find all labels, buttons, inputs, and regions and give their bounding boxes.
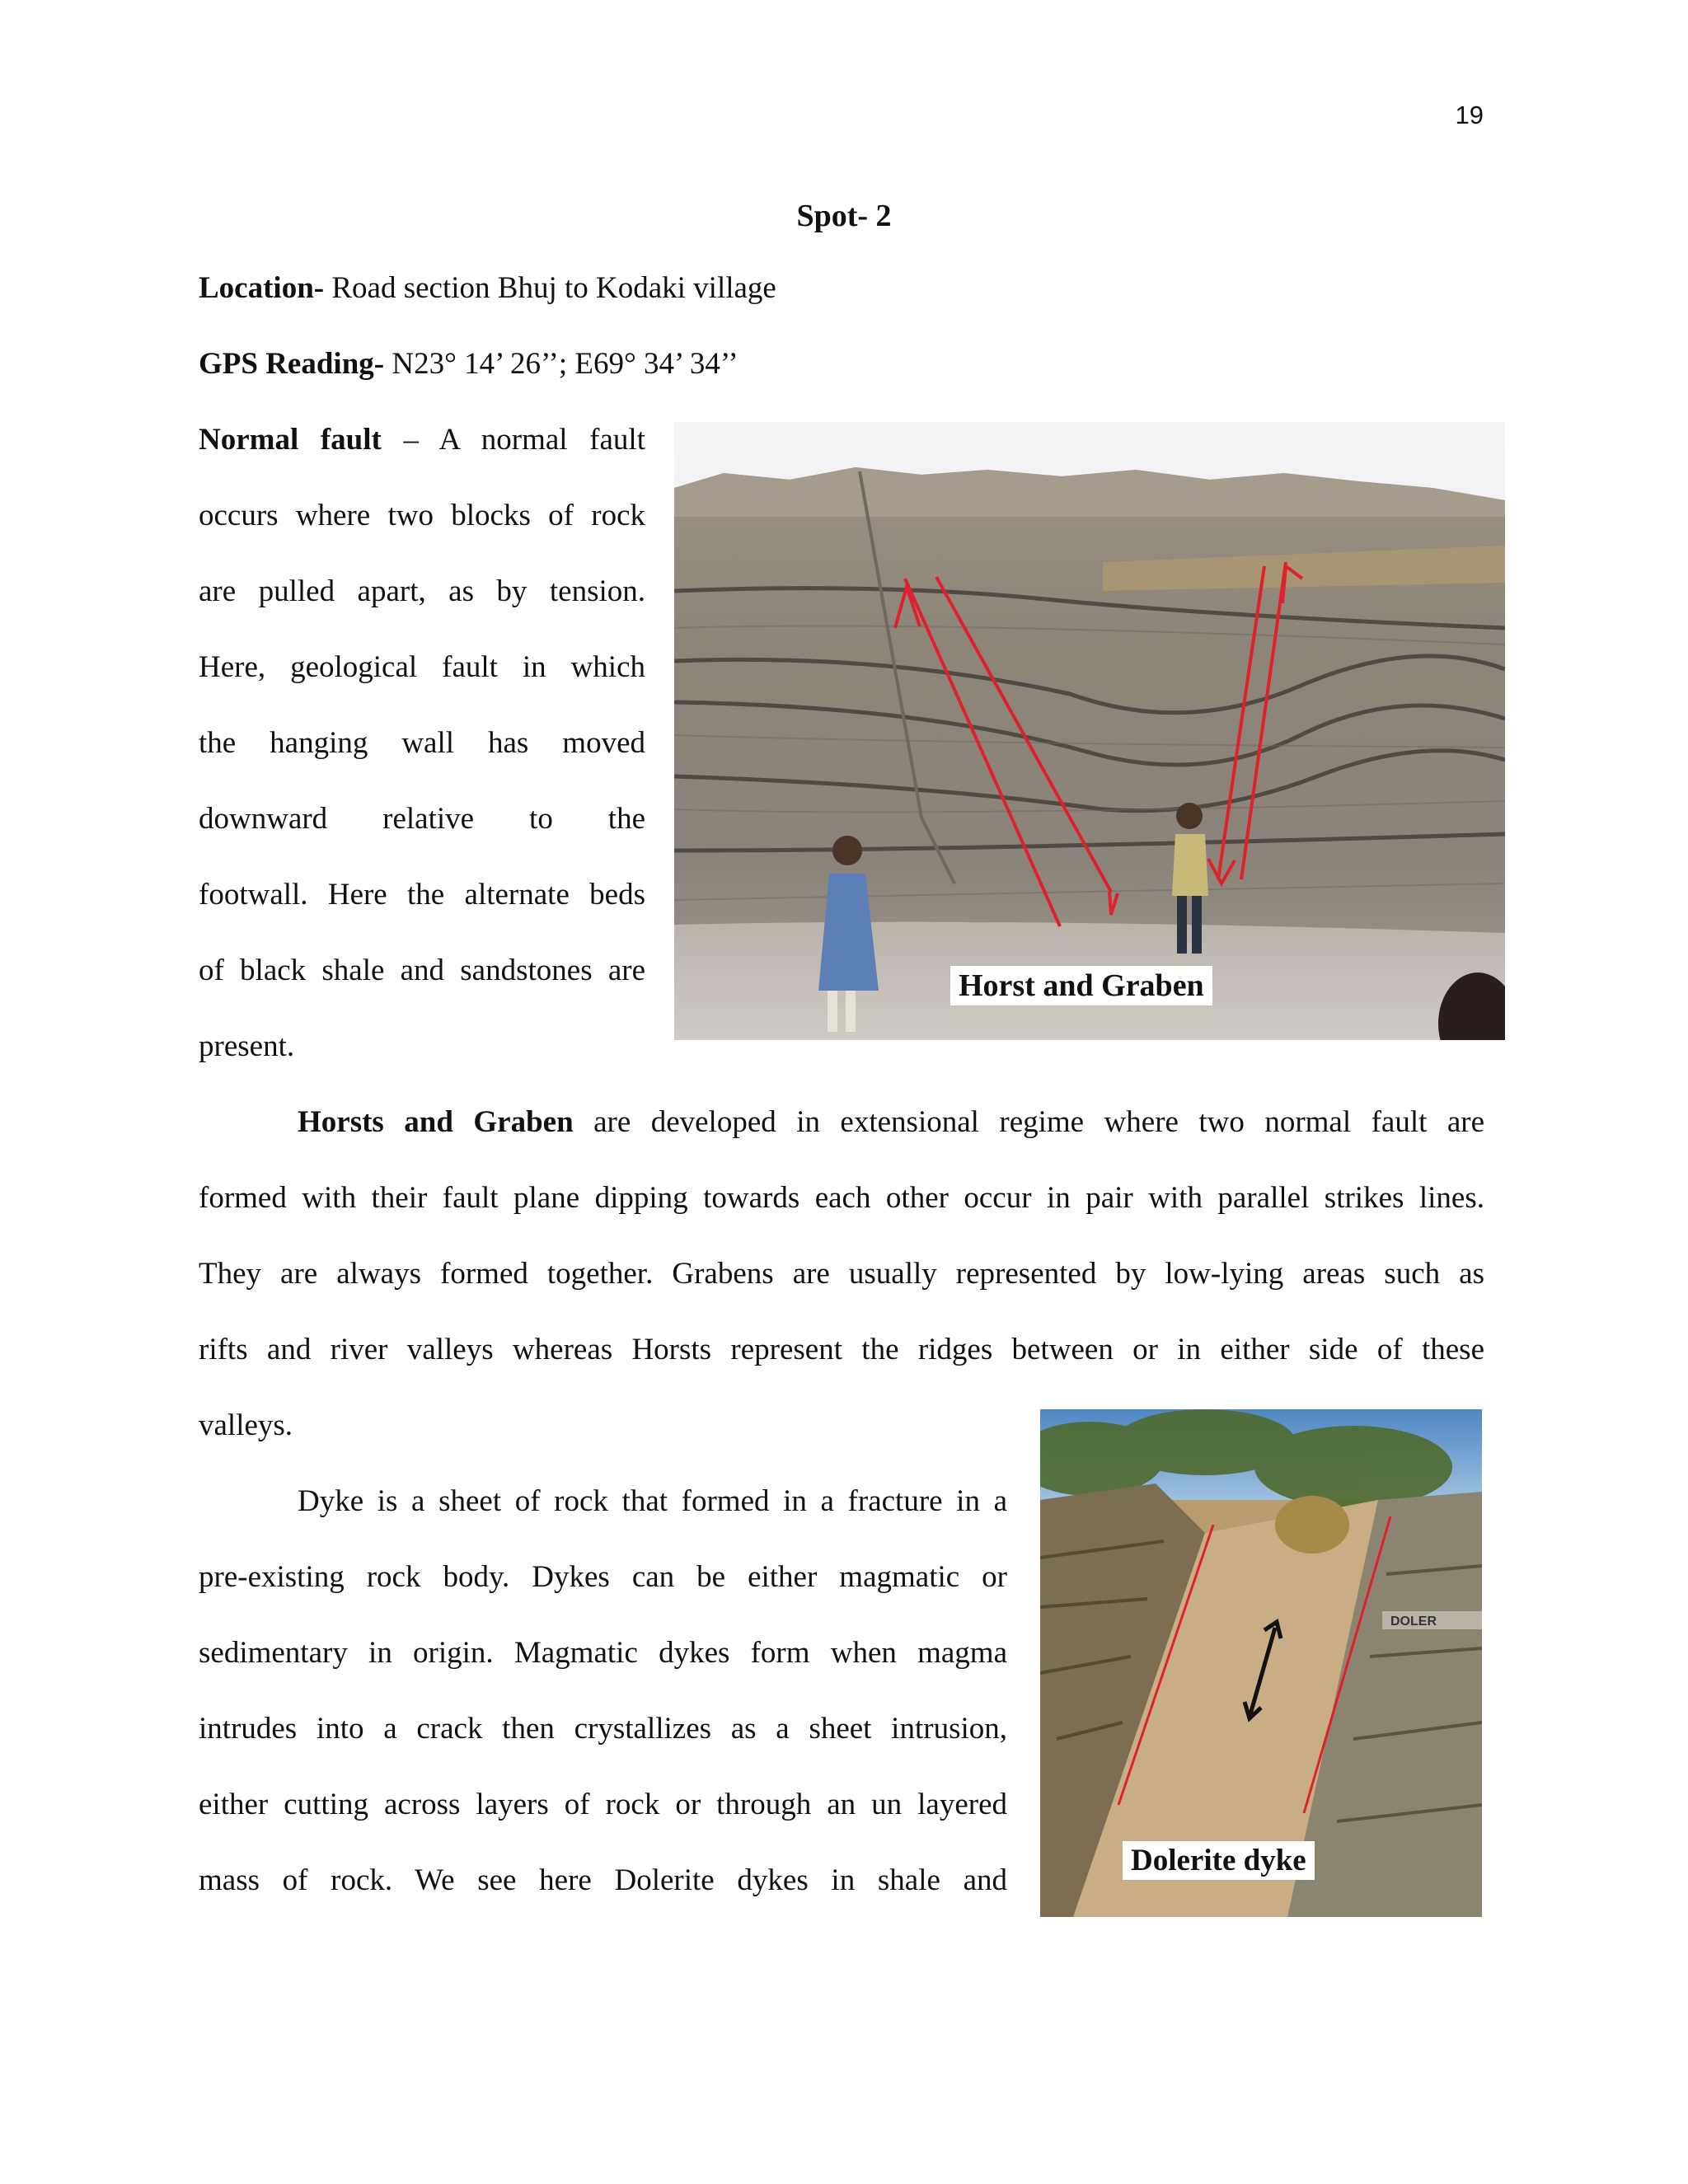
dolerite-dyke-caption: Dolerite dyke: [1123, 1841, 1315, 1880]
dyke-sign-text: DOLER: [1390, 1615, 1437, 1629]
horst-graben-caption: Horst and Graben: [950, 966, 1212, 1005]
gps-value: N23° 14’ 26’’; E69° 34’ 34’’: [392, 347, 738, 381]
normal-fault-term: Normal fault: [199, 423, 382, 457]
dyke-line-2: pre-existing rock body. Dykes can be either magmatic or: [199, 1560, 1007, 1594]
horst-graben-line-4: rifts and river valleys whereas Horsts represent the ridges between or in either side of these: [199, 1333, 1484, 1366]
page-title: Spot- 2: [796, 199, 892, 233]
normal-fault-line-3: are pulled apart, as by tension.: [199, 574, 645, 608]
horst-graben-term: Horsts and Graben: [298, 1105, 574, 1139]
normal-fault-line-5: the hanging wall has moved: [199, 726, 645, 760]
dyke-line-6: mass of rock. We see here Dolerite dykes in shale and: [199, 1863, 1007, 1897]
normal-fault-line-6: downward relative to the: [199, 802, 645, 836]
horst-graben-line-2: formed with their fault plane dipping towards each other occur in pair with parallel strikes lines.: [199, 1181, 1484, 1215]
location-label: Location-: [199, 271, 325, 305]
page-number: 19: [1455, 101, 1484, 129]
horst-graben-illustration: [674, 422, 1505, 1040]
gps-line: [199, 346, 738, 382]
normal-fault-line-4: Here, geological fault in which: [199, 650, 645, 684]
normal-fault-line-8: of black shale and sandstones are: [199, 954, 645, 987]
dyke-line-1: Dyke is a sheet of rock that formed in a fracture in a: [298, 1484, 1007, 1518]
horst-graben-line-1: [199, 1104, 1484, 1140]
location-line: [199, 270, 776, 306]
horst-graben-text: are developed in extensional regime where two normal fault are: [573, 1105, 1484, 1139]
normal-fault-line-7: footwall. Here the alternate beds: [199, 878, 645, 912]
gps-label: GPS Reading-: [199, 347, 385, 381]
normal-fault-text: – A normal fault: [381, 423, 645, 457]
normal-fault-line-1: [199, 422, 645, 457]
normal-fault-line-9: present.: [199, 1029, 295, 1063]
dolerite-dyke-photo: [1040, 1409, 1482, 1917]
horst-graben-photo: [674, 422, 1505, 1040]
horst-graben-line-3: They are always formed together. Grabens are usually represented by low-lying areas such as: [199, 1257, 1484, 1291]
location-value: Road section Bhuj to Kodaki village: [331, 271, 776, 305]
horst-graben-line-5: valleys.: [199, 1408, 293, 1442]
dyke-line-4: intrudes into a crack then crystallizes as a sheet intrusion,: [199, 1712, 1007, 1746]
normal-fault-line-2: occurs where two blocks of rock: [199, 499, 645, 532]
dyke-line-3: sedimentary in origin. Magmatic dykes form when magma: [199, 1636, 1007, 1670]
dyke-line-5: either cutting across layers of rock or through an un layered: [199, 1788, 1007, 1821]
